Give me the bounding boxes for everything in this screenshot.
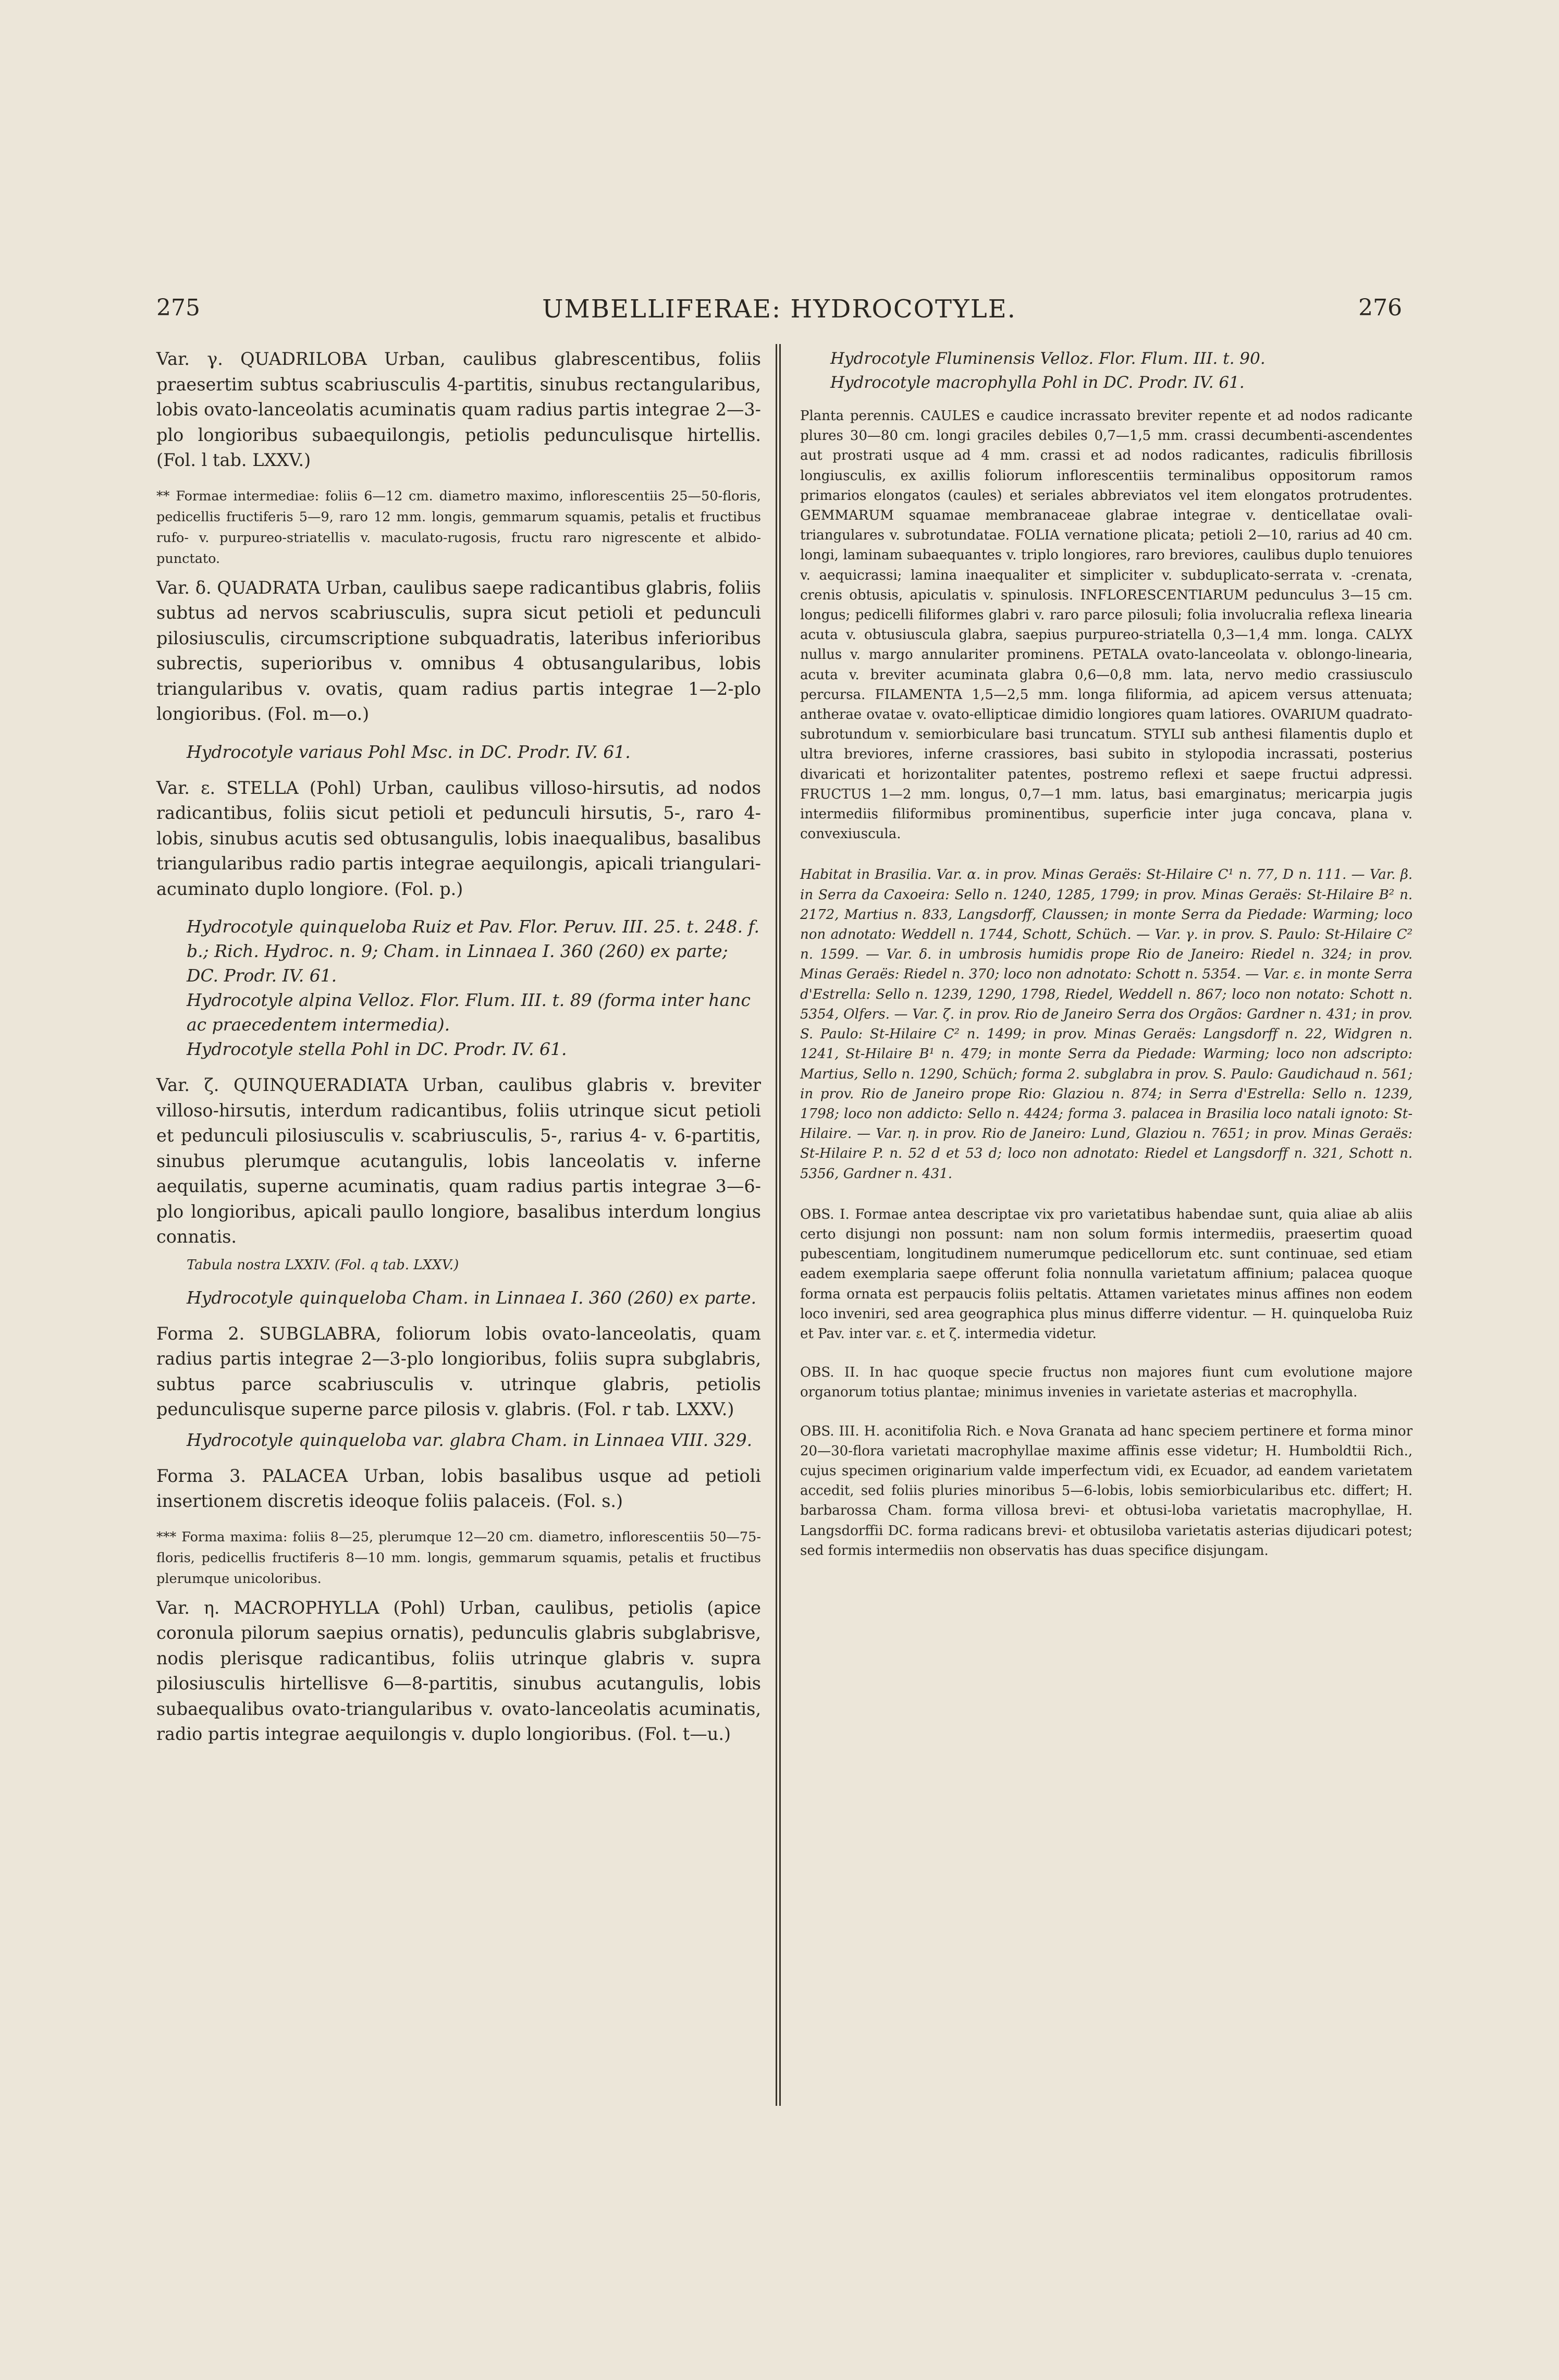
forma-2-paragraph: Forma 2. SUBGLABRA, foliorum lobis ovato-lanceolatis, quam radius partis integrae 2—3-plo longioribus, foliis supra subglabris, subtus parce scabriusculis v. utrinque glabris, petiolis pedunculisque superne parce pilosis v. glabris. (Fol. r tab. LXXV.) xyxy=(156,1323,761,1419)
tabula-reference: Tabula nostra LXXIV. (Fol. q tab. LXXV.) xyxy=(187,1257,459,1273)
synonym-line: Hydrocotyle Fluminensis Velloz. Flor. Flum. III. t. 90. xyxy=(830,349,1266,368)
habitat-paragraph: Habitat in Brasilia. Var. α. in prov. Minas Geraës: St-Hilaire C¹ n. 77, D n. 111. — Var. β. in Serra da Caxoeira: Sello n. 1240, 1285, 1799; in prov. Minas Geraës: St-Hilaire B² n. 2172, Martius n. 833, Langsdorff, Claussen; in monte Serra da Piedade: Warming; loco non adnotato: Weddell n. 1744, Schott, Schüch. — Var. γ. in prov. S. Paulo: St-Hilaire C² n. 1599. — Var. δ. in umbrosis humidis prope Rio de Janeiro: Riedel n. 324; in prov. Minas Geraës: Riedel n. 370; loco non adnotato: Schott n. 5354. — Var. ε. in monte Serra d'Estrella: Sello n. 1239, 1290, 1798, Riedel, Weddell n. 867; loco non notato: Schott n. 5354, Olfers. — Var. ζ. in prov. Rio de Janeiro Serra dos Orgãos: Gardner n. 431; in prov. S. Paulo: St-Hilaire C² n. 1499; in prov. Minas Geraës: Langsdorff n. 22, Widgren n. 1241, St-Hilaire B¹ n. 479; in monte Serra da Piedade: Warming; loco non adscripto: Martius, Sello n. 1290, Schüch; forma 2. subglabra in prov. S. Paulo: Gaudichaud n. 561; in prov. Rio de Janeiro prope Rio: Glaziou n. 874; in Serra d'Estrella: Sello n. 1239, 1798; loco non addicto: Sello n. 4424; forma 3. palacea in Brasilia loco natali ignoto: St-Hilaire. — Var. η. in prov. Rio de Janeiro: Lund, Glaziou n. 7651; in prov. Minas Geraës: St-Hilaire P. n. 52 d et 53 d; loco non adnotato: Riedel et Langsdorff n. 321, Schott n. 5356, Gardner n. 431. xyxy=(800,867,1413,1182)
running-title: UMBELLIFERAE: HYDROCOTYLE. xyxy=(542,295,1016,324)
var-eta-paragraph: Var. η. MACROPHYLLA (Pohl) Urban, caulibus, petiolis (apice coronula pilorum saepius ornatis), pedunculis glabris subglabrisve, nodis plerisque radicantibus, foliis utrinque glabris v. supra pilosiusculis hirtellisve 6—8-partitis, sinubus acutangulis, lobis subaequalibus ovato-triangularibus v. ovato-lanceolatis acuminatis, radio partis integrae aequilongis v. duplo longioribus. (Fol. t—u.) xyxy=(156,1597,761,1744)
formae-intermediae-note: ** Formae intermediae: foliis 6—12 cm. diametro maximo, inflorescentiis 25—50-floris, pedicellis fructiferis 5—9, raro 12 mm. longis, gemmarum squamis, petalis et fructibus rufo- v. purpureo-striatellis v. maculato-rugosis, fructu raro nigrescente et albido-punctato. xyxy=(156,488,761,567)
var-delta-paragraph: Var. δ. QUADRATA Urban, caulibus saepe radicantibus glabris, foliis subtus ad nervos scabriusculis, supra sicut petioli et pedunculi pilosiusculis, circumscriptione subquadratis, lateribus inferioribus subrectis, superioribus v. omnibus 4 obtusangularibus, lobis triangularibus v. ovatis, quam radius partis integrae 1—2-plo longioribus. (Fol. m—o.) xyxy=(156,577,761,724)
synonym-line: Hydrocotyle macrophylla Pohl in DC. Prodr. IV. 61. xyxy=(830,373,1245,392)
synonym-line: Hydrocotyle variaus Pohl Msc. in DC. Prodr. IV. 61. xyxy=(187,741,631,762)
forma-3-paragraph: Forma 3. PALACEA Urban, lobis basalibus usque ad petioli insertionem discretis ideoque foliis palaceis. (Fol. s.) xyxy=(156,1465,761,1511)
var-epsilon-synonyms xyxy=(156,914,761,1061)
species-description: Planta perennis. CAULES e caudice incrassato breviter repente et ad nodos radicante plures 30—80 cm. longi graciles debiles 0,7—1,5 mm. crassi decumbenti-ascendentes aut prostrati usque ad 4 mm. crassi et ad nodos radicantes, radiculis fibrillosis longiusculis, ex axillis foliorum inflorescentiis terminalibus oppositorum ramos primarios elongatos (caules) et seriales abbreviatos vel item elongatos protrudentes. GEMMARUM squamae membranaceae glabrae integrae v. denticellatae ovali-triangulares v. subrotundatae. FOLIA vernatione plicata; petioli 2—10, rarius ad 40 cm. longi, laminam subaequantes v. triplo longiores, raro breviores, caulibus duplo tenuiores v. aequicrassi; lamina inaequaliter et simpliciter v. subduplicato-serrata v. -crenata, crenis obtusis, apiculatis v. spinulosis. INFLORESCENTIARUM pedunculus 3—15 cm. longus; pedicelli filiformes glabri v. raro parce pilosuli; folia involucralia reflexa linearia acuta v. obtusiuscula glabra, saepius purpureo-striatella 0,3—1,4 mm. longa. CALYX nullus v. margo annulariter prominens. PETALA ovato-lanceolata v. oblongo-linearia, acuta v. breviter acuminata glabra 0,6—0,8 mm. lata, nervo medio crassiusculo percursa. FILAMENTA 1,5—2,5 mm. longa filiformia, ad apicem versus attenuata; antherae ovatae v. ovato-ellipticae dimidio longiores quam latiores. OVARIUM quadrato-subrotundum v. semiorbiculare basi truncatum. STYLI sub anthesi filamentis duplo et ultra breviores, inferne crassiores, basi subito in stylopodia incrassati, posterius divaricati et horizontaliter patentes, postremo reflexi et saepe fructui adpressi. FRUCTUS 1—2 mm. longus, 0,7—1 mm. latus, basi emarginatus; mericarpia jugis intermediis filiformibus prominentibus, superficie inter juga concava, plana v. convexiuscula. xyxy=(800,408,1413,842)
forma-2-synonyms xyxy=(156,1428,761,1452)
right-column xyxy=(800,347,1413,1579)
page-number-left: 275 xyxy=(156,295,200,321)
forma-maxima-note: *** Forma maxima: foliis 8—25, plerumque 12—20 cm. diametro, inflorescentiis 50—75-floris, pedicellis fructiferis 8—10 mm. longis, gemmarum squamis, petalis et fructibus plerumque unicoloribus. xyxy=(156,1529,761,1587)
synonym-line: Hydrocotyle quinqueloba Ruiz et Pav. Flor. Peruv. III. 25. t. 248. f. b.; Rich. Hydroc. n. 9; Cham. in Linnaea I. 360 (260) ex parte; DC. Prodr. IV. 61. xyxy=(187,916,759,986)
synonym-line: Hydrocotyle quinqueloba Cham. in Linnaea I. 360 (260) ex parte. xyxy=(187,1287,757,1308)
var-zeta-synonyms xyxy=(156,1285,761,1310)
observation-2: OBS. II. In hac quoque specie fructus non majores fiunt cum evolutione majore organorum totius plantae; minimus invenies in varietate asterias et macrophylla. xyxy=(800,1365,1413,1401)
var-eta-synonyms xyxy=(800,347,1413,395)
page-header xyxy=(156,295,1402,331)
var-delta-synonyms xyxy=(156,740,761,764)
var-epsilon-paragraph: Var. ε. STELLA (Pohl) Urban, caulibus villoso-hirsutis, ad nodos radicantibus, foliis sicut petioli et pedunculi hirsutis, 5-, raro 4-lobis, sinubus acutis sed obtusangulis, lobis inaequalibus, basalibus triangularibus radio partis integrae aequilongis, apicali triangulari-acuminato duplo longiore. (Fol. p.) xyxy=(156,777,761,899)
observation-1: OBS. I. Formae antea descriptae vix pro varietatibus habendae sunt, quia aliae ab aliis certo disjungi non possunt: nam non solum formis intermediis, praesertim quoad pubescentiam, longitudinem numerumque pedicellorum etc. sunt continuae, sed etiam eadem exemplaria saepe offerunt folia nonnulla varietatum affinium; palacea quoque forma ornata est perpaucis foliis peltatis. Attamen varietates minus affines non eodem loco inveniri, sed area geographica plus minus differre videntur. — H. quinqueloba Ruiz et Pav. inter var. ε. et ζ. intermedia videtur. xyxy=(800,1206,1413,1342)
observation-3: OBS. III. H. aconitifolia Rich. e Nova Granata ad hanc speciem pertinere et forma minor 20—30-flora varietati macrophyllae maxime affinis esse videtur; H. Humboldtii Rich., cujus specimen originarium valde imperfectum vidi, ex Ecuador, ad eandem varietatem accedit, sed foliis pluries minoribus 5—6-lobis, lobis semiorbicularibus etc. differt; H. barbarossa Cham. forma villosa brevi- et obtusi-loba varietatis macrophyllae, H. Langsdorffii DC. forma radicans brevi- et obtusiloba varietatis asterias dijudicari potest; sed formis intermediis non observatis has duas specifice disjungam. xyxy=(800,1423,1413,1559)
page-number-right: 276 xyxy=(1358,295,1402,321)
synonym-line: Hydrocotyle stella Pohl in DC. Prodr. IV. 61. xyxy=(187,1039,567,1059)
var-zeta-paragraph: Var. ζ. QUINQUERADIATA Urban, caulibus glabris v. breviter villoso-hirsutis, interdum radicantibus, foliis utrinque sicut petioli et pedunculi pilosiusculis v. scabriusculis, 5-, rarius 4- v. 6-partitis, sinubus plerumque acutangulis, lobis lanceolatis v. inferne aequilatis, superne acuminatis, quam radius partis integrae 3—6-plo longioribus, apicali paullo longiore, basalibus interdum longius connatis. xyxy=(156,1075,761,1247)
left-column xyxy=(156,347,761,1752)
column-divider xyxy=(776,344,781,2106)
synonym-line: Hydrocotyle quinqueloba var. glabra Cham. in Linnaea VIII. 329. xyxy=(187,1429,753,1450)
synonym-line: Hydrocotyle alpina Velloz. Flor. Flum. III. t. 89 (forma inter hanc ac praecedentem intermedia). xyxy=(187,990,751,1035)
var-gamma-paragraph: Var. γ. QUADRILOBA Urban, caulibus glabrescentibus, foliis praesertim subtus scabriusculis 4-partitis, sinubus rectangularibus, lobis ovato-lanceolatis acuminatis quam radius partis integrae 2—3-plo longioribus subaequilongis, petiolis pedunculisque hirtellis. (Fol. l tab. LXXV.) xyxy=(156,349,761,470)
